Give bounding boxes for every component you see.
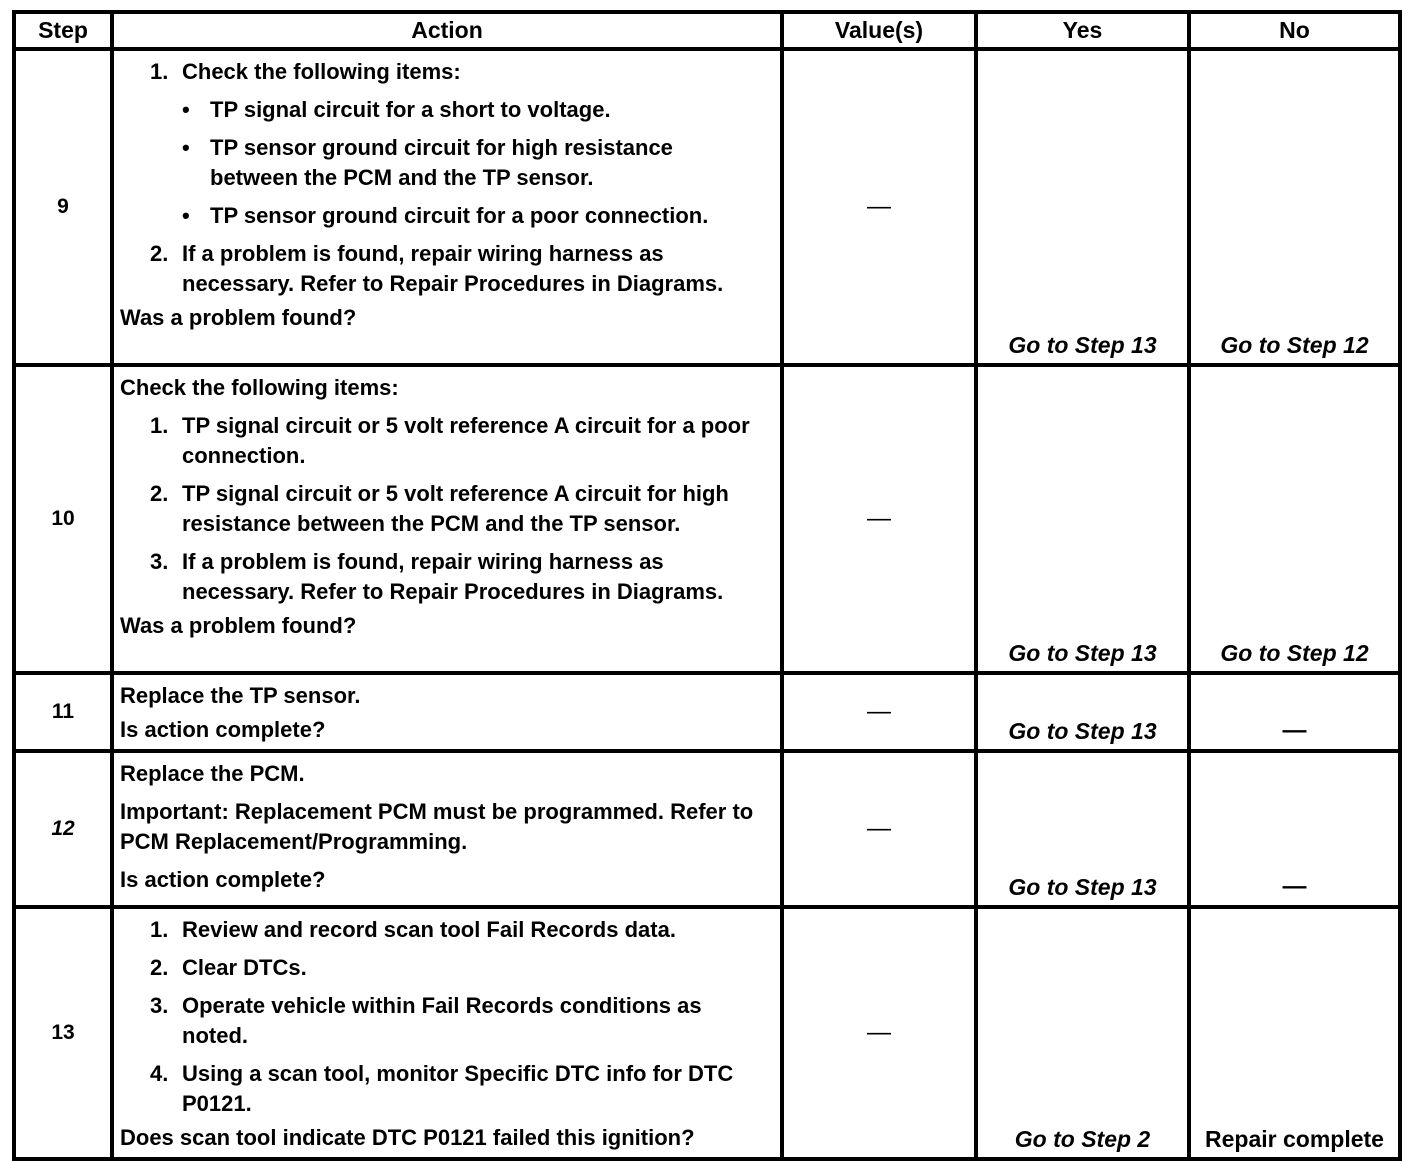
- header-row: [14, 12, 1400, 49]
- yes-cell: Go to Step 2: [976, 907, 1189, 1159]
- table-row-step-12: [14, 751, 1400, 907]
- list-item: 4. Using a scan tool, monitor Specific DTC info for DTC P0121.: [150, 1061, 734, 1116]
- list-item: 3. Operate vehicle within Fail Records conditions as noted.: [150, 993, 702, 1048]
- step-number: 11: [14, 673, 112, 751]
- value-cell: —: [782, 49, 976, 365]
- value-cell: —: [782, 907, 976, 1159]
- important-label: Important:: [120, 799, 229, 824]
- action-cell: [112, 751, 782, 907]
- important-note: [120, 797, 776, 857]
- bullet-item: • TP sensor ground circuit for high resistance between the PCM and the TP sensor.: [182, 135, 673, 190]
- table-row-step-11: [14, 673, 1400, 751]
- list-item: 3. If a problem is found, repair wiring harness as necessary. Refer to Repair Procedures in Diagrams.: [150, 549, 724, 604]
- value-cell: —: [782, 673, 976, 751]
- no-cell: —: [1189, 751, 1400, 907]
- no-cell: Go to Step 12: [1189, 49, 1400, 365]
- list-item: 2. If a problem is found, repair wiring harness as necessary. Refer to Repair Procedures in Diagrams.: [150, 241, 724, 296]
- intro-text: Replace the TP sensor.: [120, 683, 361, 708]
- yes-cell: Go to Step 13: [976, 49, 1189, 365]
- value-cell: —: [782, 365, 976, 673]
- yes-cell: Go to Step 13: [976, 673, 1189, 751]
- bullet-item: • TP signal circuit for a short to voltage.: [182, 97, 611, 122]
- yes-cell: Go to Step 13: [976, 751, 1189, 907]
- yes-cell: Go to Step 13: [976, 365, 1189, 673]
- table-row-step-9: [14, 49, 1400, 365]
- action-cell: [112, 673, 782, 751]
- header-step: Step: [14, 12, 112, 49]
- value-cell: —: [782, 751, 976, 907]
- no-cell: —: [1189, 673, 1400, 751]
- list-item: 1. TP signal circuit or 5 volt reference A circuit for a poor connection.: [150, 413, 750, 468]
- question: Was a problem found?: [120, 305, 357, 330]
- step-number: 10: [14, 365, 112, 673]
- question: Is action complete?: [120, 717, 326, 742]
- intro-text: Replace the PCM.: [120, 761, 305, 786]
- action-cell: [112, 365, 782, 673]
- header-no: No: [1189, 12, 1400, 49]
- intro-text: Check the following items:: [120, 375, 399, 400]
- bullet-item: • TP sensor ground circuit for a poor connection.: [182, 203, 709, 228]
- header-action: Action: [112, 12, 782, 49]
- list-item: 2. TP signal circuit or 5 volt reference A circuit for high resistance between the PCM and the TP sensor.: [150, 481, 729, 536]
- question: Is action complete?: [120, 867, 326, 892]
- step-number: 13: [14, 907, 112, 1159]
- list-item: 1. Check the following items:: [150, 59, 461, 84]
- header-yes: Yes: [976, 12, 1189, 49]
- important-text: Replacement PCM must be programmed. Refer to PCM Replacement/Programming.: [120, 799, 754, 854]
- header-values: Value(s): [782, 12, 976, 49]
- step-number: 12: [14, 751, 112, 907]
- step-number: 9: [14, 49, 112, 365]
- table-row-step-10: [14, 365, 1400, 673]
- question: Does scan tool indicate DTC P0121 failed this ignition?: [120, 1125, 695, 1150]
- no-cell: Go to Step 12: [1189, 365, 1400, 673]
- action-cell: [112, 907, 782, 1159]
- no-cell: Repair complete: [1189, 907, 1400, 1159]
- list-item: 1. Review and record scan tool Fail Records data.: [150, 917, 676, 942]
- diagnostic-table: [12, 10, 1402, 1161]
- table-row-step-13: [14, 907, 1400, 1159]
- action-cell: [112, 49, 782, 365]
- question: Was a problem found?: [120, 613, 357, 638]
- list-item: 2. Clear DTCs.: [150, 955, 307, 980]
